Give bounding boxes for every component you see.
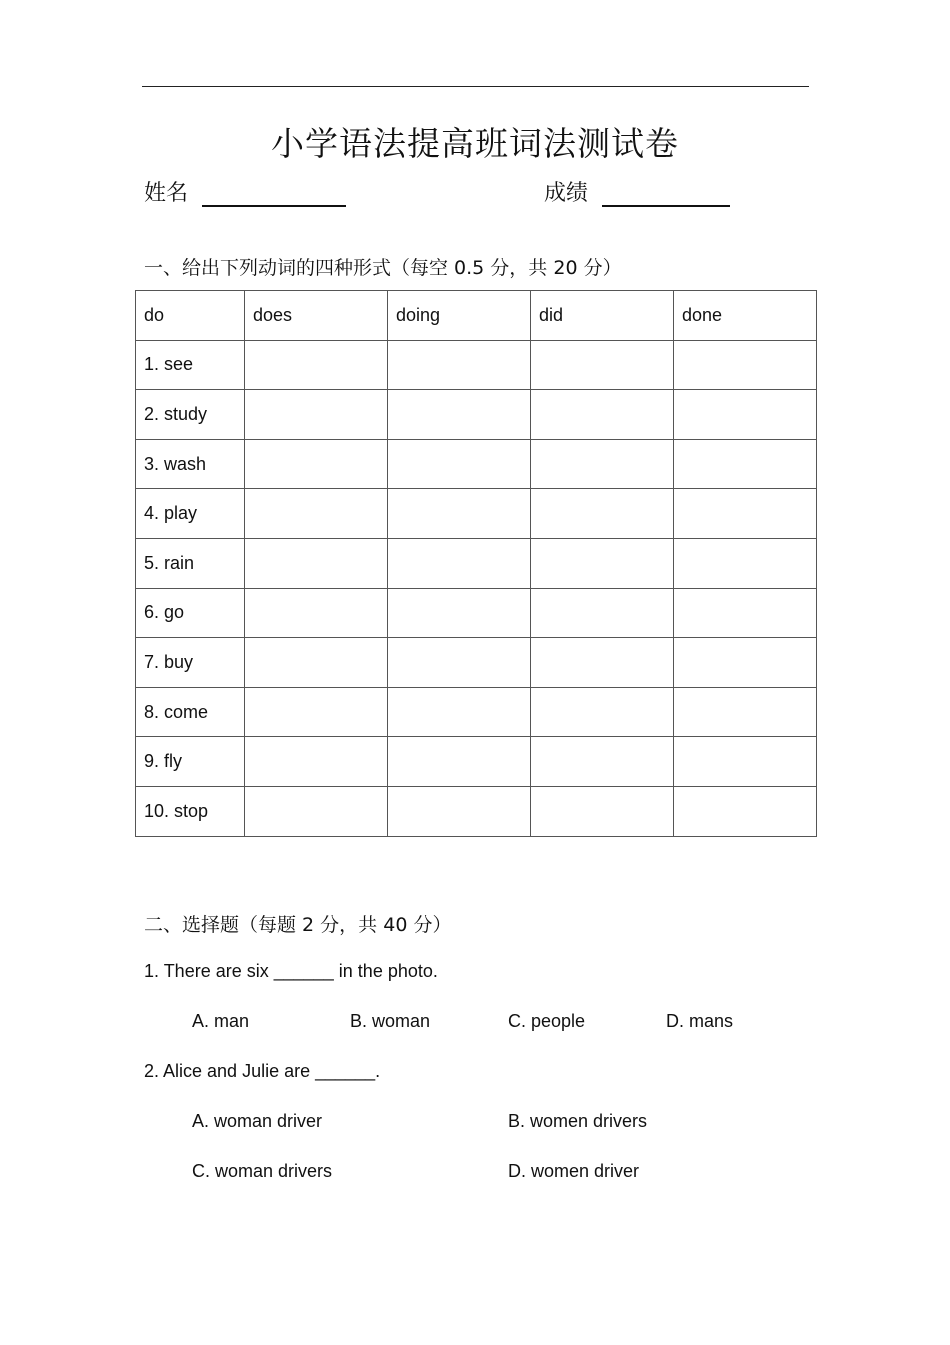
question-1: 1. There are six ______ in the photo. bbox=[144, 961, 438, 981]
table-row bbox=[136, 588, 817, 638]
answer-cell-done[interactable] bbox=[674, 786, 817, 836]
verb-cell: 8. come bbox=[136, 687, 245, 737]
answer-cell-does[interactable] bbox=[245, 638, 388, 688]
answer-cell-doing[interactable] bbox=[388, 390, 531, 440]
score-label: 成绩 bbox=[544, 181, 589, 206]
answer-cell-does[interactable] bbox=[245, 538, 388, 588]
column-header: done bbox=[674, 291, 817, 341]
verb-cell: 4. play bbox=[136, 489, 245, 539]
answer-cell-doing[interactable] bbox=[388, 538, 531, 588]
q2-option-d[interactable]: D. women driver bbox=[508, 1161, 640, 1181]
verb-cell: 7. buy bbox=[136, 638, 245, 688]
answer-cell-did[interactable] bbox=[531, 340, 674, 390]
answer-cell-does[interactable] bbox=[245, 737, 388, 787]
verb-cell: 2. study bbox=[136, 390, 245, 440]
verb-cell: 6. go bbox=[136, 588, 245, 638]
table-row bbox=[136, 737, 817, 787]
section1-heading: 一、给出下列动词的四种形式（每空 0.5 分，共 20 分） bbox=[144, 257, 622, 279]
question-2: 2. Alice and Julie are ______. bbox=[144, 1061, 381, 1081]
score-field bbox=[544, 176, 730, 207]
verb-cell: 1. see bbox=[136, 340, 245, 390]
answer-cell-did[interactable] bbox=[531, 737, 674, 787]
answer-cell-does[interactable] bbox=[245, 439, 388, 489]
name-blank[interactable] bbox=[202, 181, 346, 207]
answer-cell-did[interactable] bbox=[531, 390, 674, 440]
answer-cell-did[interactable] bbox=[531, 588, 674, 638]
answer-cell-done[interactable] bbox=[674, 588, 817, 638]
table-row bbox=[136, 489, 817, 539]
answer-cell-doing[interactable] bbox=[388, 588, 531, 638]
column-header: does bbox=[245, 291, 388, 341]
page-title: 小学语法提高班词法测试卷 bbox=[271, 124, 679, 163]
answer-cell-does[interactable] bbox=[245, 340, 388, 390]
column-header: do bbox=[136, 291, 245, 341]
verb-forms-table bbox=[135, 290, 817, 837]
table-row bbox=[136, 687, 817, 737]
table-row bbox=[136, 786, 817, 836]
table-row bbox=[136, 390, 817, 440]
answer-cell-does[interactable] bbox=[245, 489, 388, 539]
answer-cell-did[interactable] bbox=[531, 687, 674, 737]
header-rule bbox=[142, 86, 809, 87]
answer-cell-does[interactable] bbox=[245, 588, 388, 638]
q2-option-b[interactable]: B. women drivers bbox=[508, 1111, 648, 1131]
answer-cell-done[interactable] bbox=[674, 538, 817, 588]
name-label: 姓名 bbox=[144, 181, 189, 206]
verb-cell: 3. wash bbox=[136, 439, 245, 489]
table-row bbox=[136, 638, 817, 688]
table-row bbox=[136, 439, 817, 489]
answer-cell-did[interactable] bbox=[531, 786, 674, 836]
answer-cell-doing[interactable] bbox=[388, 340, 531, 390]
answer-cell-did[interactable] bbox=[531, 489, 674, 539]
table-row bbox=[136, 538, 817, 588]
answer-cell-doing[interactable] bbox=[388, 687, 531, 737]
name-field bbox=[144, 176, 346, 207]
section2-heading: 二、选择题（每题 2 分，共 40 分） bbox=[144, 914, 452, 936]
answer-cell-doing[interactable] bbox=[388, 737, 531, 787]
column-header: did bbox=[531, 291, 674, 341]
answer-cell-doing[interactable] bbox=[388, 489, 531, 539]
q2-option-c[interactable]: C. woman drivers bbox=[192, 1161, 333, 1181]
answer-cell-did[interactable] bbox=[531, 538, 674, 588]
q1-option-c[interactable]: C. people bbox=[508, 1011, 586, 1031]
answer-cell-doing[interactable] bbox=[388, 439, 531, 489]
table-row bbox=[136, 340, 817, 390]
column-header: doing bbox=[388, 291, 531, 341]
table-header-row bbox=[136, 291, 817, 341]
q2-option-a[interactable]: A. woman driver bbox=[192, 1111, 323, 1131]
answer-cell-done[interactable] bbox=[674, 638, 817, 688]
answer-cell-done[interactable] bbox=[674, 737, 817, 787]
answer-cell-done[interactable] bbox=[674, 489, 817, 539]
answer-cell-did[interactable] bbox=[531, 439, 674, 489]
verb-cell: 5. rain bbox=[136, 538, 245, 588]
answer-cell-done[interactable] bbox=[674, 439, 817, 489]
score-blank[interactable] bbox=[602, 181, 730, 207]
answer-cell-does[interactable] bbox=[245, 687, 388, 737]
answer-cell-does[interactable] bbox=[245, 390, 388, 440]
q1-option-a[interactable]: A. man bbox=[192, 1011, 250, 1031]
verb-cell: 10. stop bbox=[136, 786, 245, 836]
answer-cell-done[interactable] bbox=[674, 687, 817, 737]
answer-cell-does[interactable] bbox=[245, 786, 388, 836]
answer-cell-done[interactable] bbox=[674, 390, 817, 440]
answer-cell-doing[interactable] bbox=[388, 786, 531, 836]
verb-cell: 9. fly bbox=[136, 737, 245, 787]
q1-option-d[interactable]: D. mans bbox=[666, 1011, 734, 1031]
answer-cell-did[interactable] bbox=[531, 638, 674, 688]
answer-cell-done[interactable] bbox=[674, 340, 817, 390]
answer-cell-doing[interactable] bbox=[388, 638, 531, 688]
q1-option-b[interactable]: B. woman bbox=[350, 1011, 431, 1031]
